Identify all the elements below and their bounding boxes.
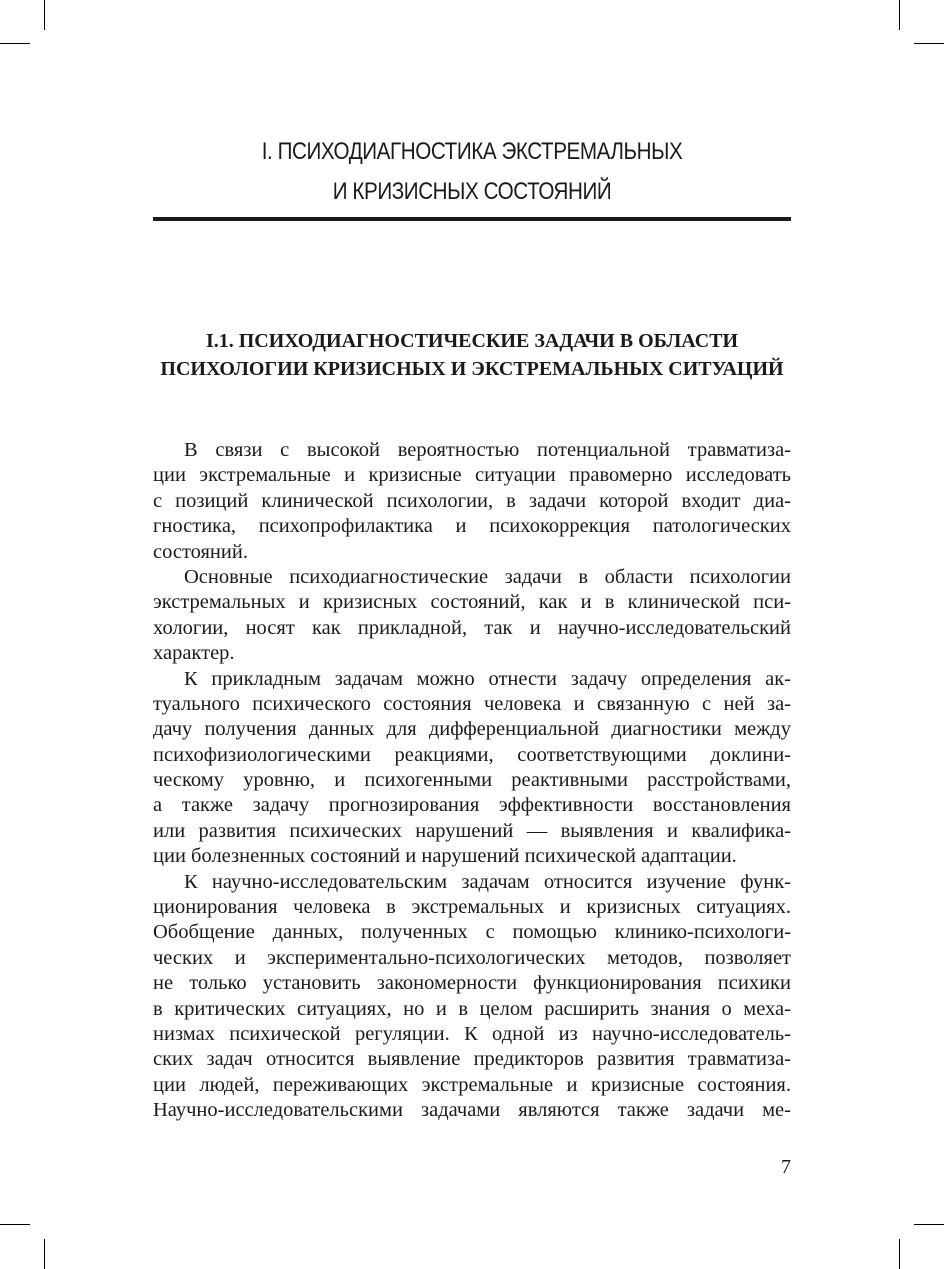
text-line: низмах психической регуляции. К одной из научно-исследователь- [153, 1022, 791, 1045]
section-title-line-1: I.1. ПСИХОДИАГНОСТИЧЕСКИЕ ЗАДАЧИ В ОБЛАСТИ [205, 330, 739, 352]
crop-mark-top-right-h [914, 43, 944, 44]
text-line: а также задачу прогнозирования эффективности восстановления [153, 794, 791, 817]
text-line: ских задач относится выявление предикторов развития травматиза- [153, 1048, 791, 1071]
crop-mark-bottom-left-h [0, 1224, 30, 1225]
text-line: ческому уровню, и психогенными реактивными расстройствами, [153, 769, 791, 792]
text-line: или развития психических нарушений — выявления и квалифика- [153, 819, 791, 842]
body-text [153, 438, 791, 1124]
crop-mark-top-left-v [44, 0, 45, 30]
text-line: в критических ситуациях, но и в целом расширить знания о меха- [153, 997, 791, 1020]
crop-mark-top-left-h [0, 43, 30, 44]
text-line: ции болезненных состояний и нарушений психической адаптации. [153, 845, 737, 868]
text-line: К научно-исследовательским задачам относится изучение функ- [184, 870, 791, 893]
chapter-title-line-2: И КРИЗИСНЫХ СОСТОЯНИЙ [332, 178, 612, 205]
section-title [153, 327, 791, 383]
text-line: К прикладным задачам можно отнести задачу определения ак- [184, 667, 791, 690]
crop-mark-bottom-left-v [44, 1239, 45, 1269]
paragraph-2 [153, 565, 791, 667]
text-line: с позиций клинической психологии, в задачи которой входит диа- [153, 489, 791, 512]
chapter-rule [153, 217, 791, 221]
text-line: ции людей, переживающих экстремальные и кризисные состояния. [153, 1073, 791, 1096]
crop-mark-bottom-right-h [914, 1224, 944, 1225]
text-line: Обобщение данных, полученных с помощью клинико-психологи- [153, 921, 791, 944]
text-line: хологии, носят как прикладной, так и научно-исследовательский [153, 616, 791, 639]
text-line: Научно-исследовательскими задачами являются также задачи ме- [153, 1099, 791, 1122]
text-line: не только установить закономерности функционирования психики [153, 972, 791, 995]
text-line: психофизиологическими реакциями, соответствующими доклини- [153, 743, 791, 766]
text-line: В связи с высокой вероятностью потенциальной травматиза- [184, 439, 791, 461]
paragraph-4 [153, 870, 791, 1124]
chapter-title [198, 132, 747, 212]
crop-mark-top-right-v [899, 0, 900, 30]
text-line: ционирования человека в экстремальных и кризисных ситуациях. [153, 896, 791, 919]
paragraph-1 [153, 438, 791, 565]
chapter-title-line-1: I. ПСИХОДИАГНОСТИКА ЭКСТРЕМАЛЬНЫХ [261, 138, 683, 165]
section-title-line-2: ПСИХОЛОГИИ КРИЗИСНЫХ И ЭКСТРЕМАЛЬНЫХ СИТУАЦИЙ [160, 358, 784, 380]
crop-mark-bottom-right-v [899, 1239, 900, 1269]
text-line: гностика, психопрофилактика и психокоррекция патологических [153, 515, 791, 538]
page-number: 7 [781, 1156, 791, 1178]
text-line: характер. [153, 642, 235, 665]
text-line: туального психического состояния человека и связанную с ней за- [153, 692, 791, 715]
text-line: ции экстремальные и кризисные ситуации правомерно исследовать [153, 464, 791, 487]
text-line: Основные психодиагностические задачи в области психологии [184, 565, 791, 588]
text-line: экстремальных и кризисных состояний, как и в клинической пси- [153, 591, 791, 614]
text-line: состояний. [153, 540, 248, 563]
text-line: ческих и экспериментально-психологических методов, позволяет [153, 946, 791, 969]
text-line: дачу получения данных для дифференциальной диагностики между [153, 718, 791, 741]
paragraph-3 [153, 667, 791, 870]
